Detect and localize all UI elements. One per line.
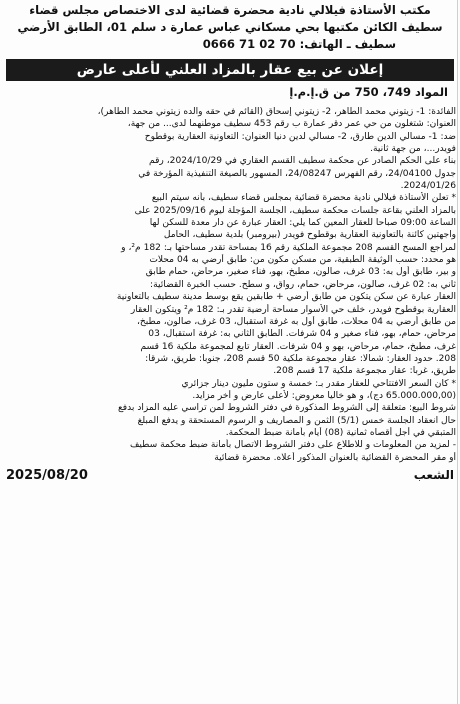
notice-body-text: [4, 106, 456, 464]
notice-body-line: و بير، طابق أول به: 03 غرف، صالون، مطبخ، بهو، فناء صغير، مرحاض، حمام طابق: [145, 267, 456, 278]
notice-body-line: فويدر...، من جهة ثانية.: [370, 144, 456, 155]
sale-notice-banner: إعلان عن بيع عقار بالمزاد العلني لأعلى عارض: [6, 59, 454, 81]
notice-body-line: لمراجع المسح القسم 208 مجموعة الملكية رقم 16 بمساحة تقدر مساحتها بـ: 182 م²، و: [121, 242, 456, 253]
office-header-line-2: سطيف الكائن مكتبها بحي مسكاني عباس عمارة د سلم 01، الطابق الأرضي: [17, 20, 443, 34]
notice-body-line: العقار عبارة عن سكن يتكون من طابق أرضي + طابقين يقع بوسط مدينة سطيف بالتعاونية: [116, 292, 456, 303]
notice-body-line: * كان السعر الافتتاحي للعقار مقدر بـ: خمسة و ستون مليون دينار جزائري: [181, 378, 456, 389]
notice-body-line: أو مقر المحضرة القضائية بالعنوان المذكور أعلاه. محضرة قضائية: [214, 452, 456, 463]
office-phone-line: سطيف ـ الهاتف: 70 02 71 0666: [202, 37, 396, 51]
notice-body-line: طريق، غربا: عقار مجموعة ملكية 17 قسم 208.: [273, 366, 456, 377]
publication-footer: [4, 468, 456, 483]
notice-body-line: مرحاض، حمام، بهو، فناء صغير و 04 شرفات. الطابق الثاني به: غرفة استقبال، 03: [148, 329, 456, 340]
notice-body-line: واجهتين كائنة بالتعاونية العقارية بوقطوح فويدر (بيرومبر) بلدية سطيف، الحامل: [163, 230, 456, 241]
notice-body-line: - لمزيد من المعلومات و للاطلاع على دفتر الشروط الاتصال بأمانة ضبط محكمة سطيف: [129, 440, 456, 451]
notice-body-line: ثاني به: 02 غرف، صالون، مرحاض، حمام، رواق، و سطح. حسب الخبرة القضائية:: [150, 279, 456, 290]
frame-rule: [457, 0, 458, 704]
notice-body-line: الفائدة: 1- زيتوني محمد الطاهر، 2- زيتوني إسحاق (القائم في حقه والده زيتوني محمد الطاهر)،: [97, 107, 456, 117]
notice-body-line: 208. حدود العقار: شمالا: عقار مجموعة ملكية 50 قسم 208، جنوبا: طريق، شرقا:: [145, 353, 456, 364]
notice-body-line: شروط البيع: متعلقة إلى الشروط المذكورة في دفتر الشروط لمن تراسي عليه المزاد بدفع: [117, 403, 456, 414]
notice-body-line: بناء على الحكم الصادر عن محكمة سطيف القسم العقاري في 2024/10/29، رقم: [149, 156, 456, 167]
notice-body-line: من طابق أرضي به 04 محلات، طابق أول به غرفة استقبال، 03 غرف، صالون، مطبخ،: [136, 316, 456, 327]
newspaper-name: الشعب: [413, 468, 454, 483]
legal-articles-reference: المواد 749، 750 من ق.إ.م.إ: [289, 85, 448, 99]
notice-body-line: * تعلن الأستاذة فيلالي نادية محضرة قضائية بمجلس قضاء سطيف، بأنه سيتم البيع: [151, 193, 456, 204]
office-header-line-1: مكتب الأستاذة فيلالي نادية محضرة قضائية لدى الاختصاص مجلس قضاء: [29, 3, 431, 17]
publication-date: 2025/08/20: [6, 467, 88, 483]
notice-body-line: حال انعقاد الجلسة خمس (5/1) الثمن و المصاريف و الرسوم المستحقة و يدفع المبلغ: [137, 415, 456, 426]
notice-body-line: العقارية بوقطوح فويدر، خلف حي الأسوار مساحة أرضية تقدر بـ: 182 م² ويتكون العقار: [130, 304, 456, 315]
notice-body-line: بالمزاد العلني بقاعة جلسات محكمة سطيف، الجلسة المؤجلة ليوم 2025/09/16 على: [134, 205, 456, 216]
notice-body-line: العنوان: شتغلون من حي عمر دقر عمارة ب رقم 453 سطيف موطنهما لدى... من جهة،: [127, 119, 456, 130]
notice-body-line: جدول 24/04100، رقم الفهرس 24/08247، المسهور بالصيغة التنفيذية المؤرخة في: [138, 168, 456, 179]
notice-body-line: غرف، مطبخ، حمام، مرحاض، بهو و 04 شرفات. العقار تابع لمجموعة ملكية 16 قسم: [140, 341, 456, 352]
notice-body-line: ضد: 1- مسالي الدين طارق، 2- مسالي لدين دنيا العنوان: التعاونية العقارية بوقطوح: [144, 131, 456, 142]
notice-body-line: هو محدد: حسب الوثيقة الطبقية، من مسكن مكون من: طابق أرضي به 04 محلات: [149, 255, 456, 266]
notice-body-line: (65.000.000,00 دج)، و هو خاليا معروض: لأعلى عارض و أخر مزايد.: [192, 390, 456, 401]
notice-body-line: الساعة 09:00 صباحا للعقار المعين كما يلي: العقار عبارة عن دار معدة للسكن لها: [149, 218, 456, 229]
notice-body-line: 2024/01/26.: [400, 181, 456, 192]
notice-body-line: المتبقي في أجل أقصاه ثمانية (08) أيام بأمانة ضبط المحكمة.: [225, 427, 456, 438]
